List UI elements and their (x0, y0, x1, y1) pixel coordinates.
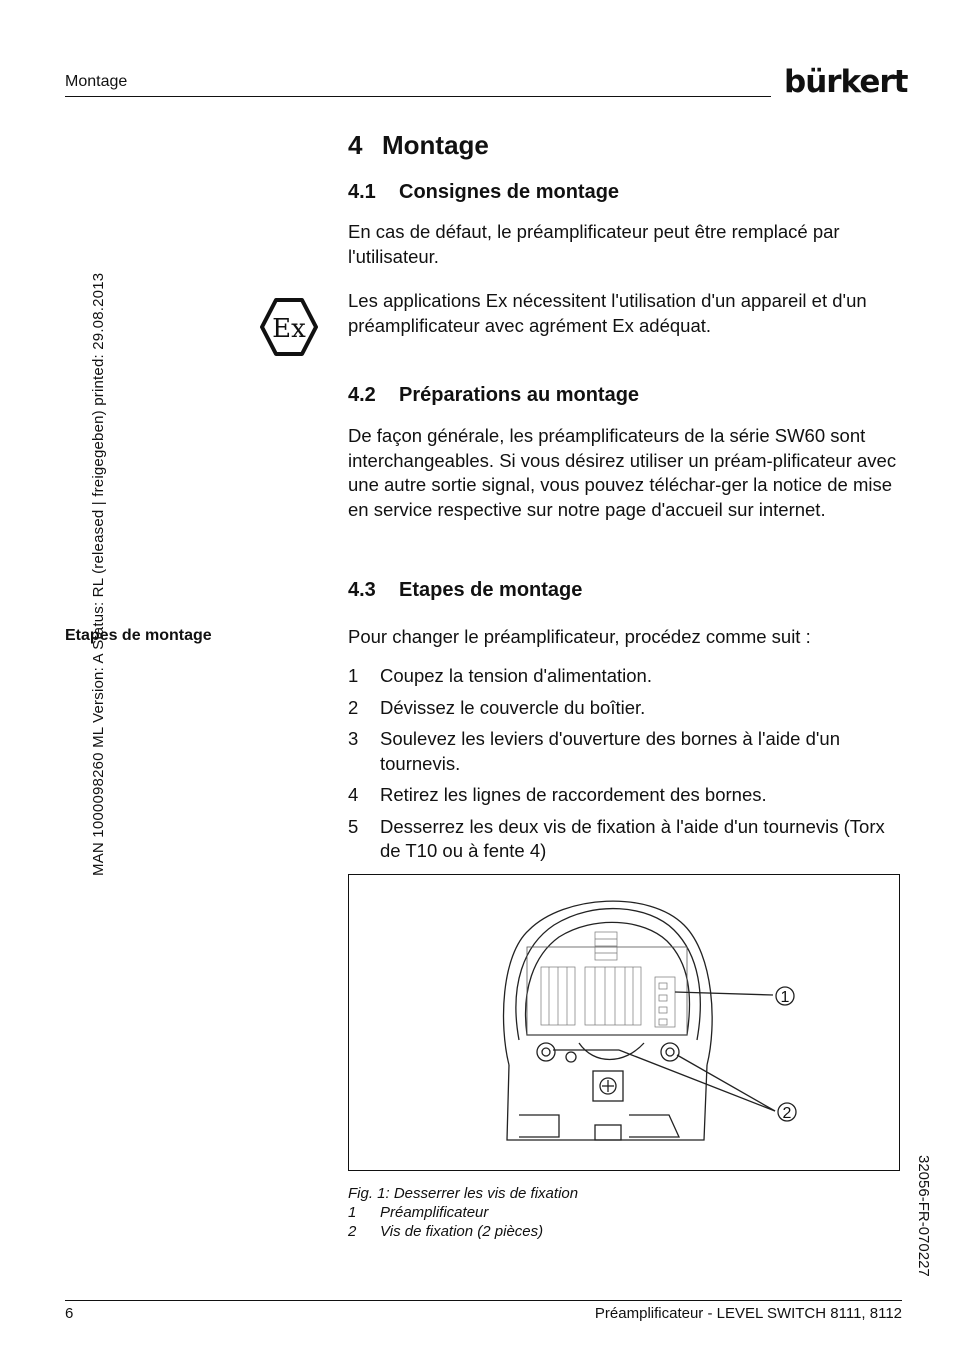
section-number: 4.2 (348, 384, 376, 406)
header-rule (65, 96, 771, 97)
legend-item (348, 1203, 578, 1222)
step-item (348, 727, 908, 776)
burkert-logo (784, 62, 908, 102)
section-heading-4-3 (348, 579, 582, 602)
chapter-number: 4 (348, 130, 363, 160)
document-code: 32056-FR-070227 (915, 1155, 932, 1277)
paragraph: De façon générale, les préamplificateurs de la série SW60 sont interchangeables. Si vous désirez utiliser un préam-plificateur avec une autre sortie signal, vous pouvez téléchar-ger la notice de mise en service respective sur notre page d'accueil sur internet. (348, 425, 897, 520)
footer-rule (65, 1300, 902, 1301)
step-item (348, 664, 908, 689)
legend-item (348, 1222, 578, 1241)
chapter-title: Montage (382, 130, 489, 160)
page-number: 6 (65, 1305, 74, 1322)
legend-number: 2 (348, 1223, 357, 1240)
section-heading-4-2 (348, 384, 639, 407)
callout-1: 1 (780, 989, 790, 1006)
section-title: Etapes de montage (399, 579, 583, 601)
logo-wordmark: bürkert (784, 64, 908, 100)
step-item (348, 815, 908, 864)
step-item (348, 783, 908, 808)
legend-text: Vis de fixation (2 pièces) (380, 1223, 544, 1240)
chapter-heading (348, 130, 489, 161)
housing-illustration (349, 875, 901, 1172)
vertical-document-meta: MAN 1000098260 ML Version: A Status: RL (released | freigegeben) printed: 29.08.2013 (90, 272, 107, 876)
step-number: 5 (348, 815, 359, 837)
step-text: Desserrez les deux vis de fixation à l'aide d'un tournevis (Torx de T10 ou à fente 4) (380, 815, 885, 861)
section-heading-4-1 (348, 181, 619, 204)
paragraph: Pour changer le préamplificateur, procédez comme suit : (348, 626, 811, 647)
step-item (348, 696, 908, 721)
paragraph: Les applications Ex nécessitent l'utilisation d'un appareil et d'un préamplificateur avec agrément Ex adéquat. (348, 290, 867, 336)
margin-label: Etapes de montage (65, 627, 212, 644)
section-number: 4.3 (348, 579, 376, 601)
step-text: Retirez les lignes de raccordement des bornes. (380, 784, 767, 805)
step-number: 1 (348, 665, 359, 686)
section-title: Préparations au montage (399, 384, 640, 406)
steps-list (348, 664, 908, 871)
step-number: 3 (348, 728, 359, 749)
callout-2: 2 (782, 1105, 792, 1122)
footer-title: Préamplificateur - LEVEL SWITCH 8111, 8112 (594, 1305, 902, 1322)
running-header: Montage (65, 73, 128, 90)
ex-symbol-text: Ex (272, 314, 306, 344)
step-number: 2 (348, 696, 359, 718)
figure-caption (348, 1184, 578, 1241)
step-number: 4 (348, 784, 359, 805)
legend-number: 1 (348, 1204, 357, 1221)
ex-hexagon-icon (260, 297, 318, 357)
section-number: 4.1 (348, 181, 376, 203)
step-text: Dévissez le couvercle du boîtier. (380, 696, 646, 718)
step-text: Soulevez les leviers d'ouverture des bornes à l'aide d'un tournevis. (380, 728, 841, 774)
legend-text: Préamplificateur (380, 1204, 489, 1221)
paragraph: En cas de défaut, le préamplificateur peut être remplacé par l'utilisateur. (348, 221, 840, 267)
figure-frame (348, 874, 900, 1171)
step-text: Coupez la tension d'alimentation. (380, 665, 652, 686)
caption-title: Fig. 1: Desserrer les vis de fixation (348, 1185, 579, 1202)
section-title: Consignes de montage (399, 181, 620, 203)
